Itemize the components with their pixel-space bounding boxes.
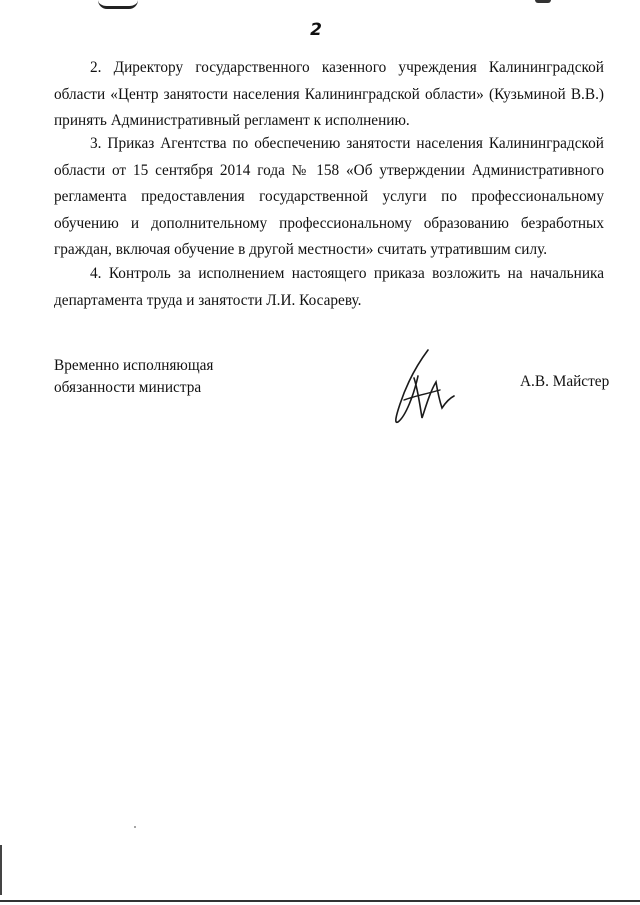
- paragraph-item-3: 3. Приказ Агентства по обеспечению занятости населения Калининградской области от 15 сентября 2014 года № 158 «Об утверждении Административного регламента предоставления государственной услуги по профессиональному обучению и дополнительному профессиональному образованию безработных граждан, включая обучение в другой местности» считать утратившим силу.: [54, 135, 604, 258]
- scan-edge-left: [0, 845, 2, 895]
- handwritten-signature: [384, 346, 464, 426]
- scan-edge-bottom: [0, 900, 640, 902]
- paragraph-item-4: 4. Контроль за исполнением настоящего приказа возложить на начальника департамента труда и занятости Л.И. Косареву.: [54, 265, 604, 309]
- scan-artifact-top-right: [535, 0, 551, 3]
- signature-role-line-2: обязанности министра: [54, 379, 202, 396]
- paragraph-item-2: 2. Директору государственного казенного учреждения Калининградской области «Центр занятости населения Калининградской области» (Кузьминой В.В.) принять Административный регламент к исполнению.: [54, 59, 604, 129]
- signature-role-line-1: Временно исполняющая: [54, 357, 214, 374]
- page-number: 2: [310, 20, 322, 40]
- scan-speck: [134, 826, 136, 828]
- scan-artifact-top: [98, 0, 138, 9]
- signature-role: [54, 355, 213, 399]
- signer-name: А.В. Майстер: [520, 373, 610, 390]
